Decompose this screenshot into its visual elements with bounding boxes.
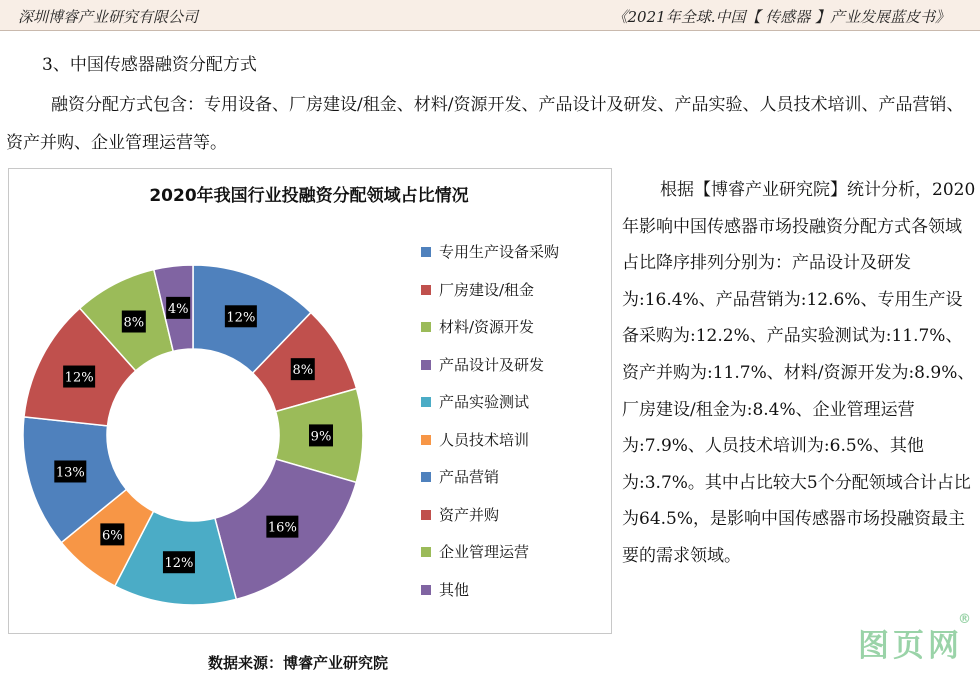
data-label: 9% bbox=[310, 429, 332, 445]
data-label: 4% bbox=[167, 301, 189, 317]
legend-item bbox=[421, 391, 559, 429]
analysis-text bbox=[622, 172, 976, 575]
legend-item bbox=[421, 429, 559, 467]
legend-item bbox=[421, 354, 559, 392]
section-title: 3、中国传感器融资分配方式 bbox=[42, 55, 257, 75]
legend-label: 其他 bbox=[439, 580, 470, 599]
chart-frame bbox=[8, 168, 612, 634]
legend-label: 产品实验测试 bbox=[439, 393, 530, 411]
chart-legend bbox=[421, 241, 559, 616]
data-label: 8% bbox=[292, 363, 314, 379]
legend-item bbox=[421, 241, 559, 279]
legend-label: 产品设计及研发 bbox=[439, 355, 545, 374]
legend-item bbox=[421, 579, 559, 617]
legend-item bbox=[421, 316, 559, 354]
data-label: 6% bbox=[102, 528, 123, 544]
watermark-text: 图页网 bbox=[858, 628, 963, 664]
data-label: 12% bbox=[64, 370, 94, 386]
legend-item bbox=[421, 279, 559, 317]
page-header bbox=[0, 0, 980, 31]
legend-label: 专用生产设备采购 bbox=[439, 243, 560, 261]
legend-swatch bbox=[421, 510, 431, 520]
legend-swatch bbox=[421, 322, 431, 332]
legend-swatch bbox=[421, 360, 431, 370]
legend-swatch bbox=[421, 435, 431, 445]
legend-swatch bbox=[421, 547, 431, 557]
data-label: 8% bbox=[123, 315, 145, 331]
legend-label: 厂房建设/租金 bbox=[439, 280, 535, 299]
legend-swatch bbox=[421, 585, 431, 595]
company-name: 深圳博睿产业研究有限公司 bbox=[18, 8, 199, 26]
data-source: 数据来源：博睿产业研究院 bbox=[208, 654, 389, 672]
legend-label: 产品营销 bbox=[439, 468, 500, 486]
legend-item bbox=[421, 541, 559, 579]
legend-label: 资产并购 bbox=[439, 505, 500, 524]
legend-swatch bbox=[421, 285, 431, 295]
chart-title: 2020年我国行业投融资分配领域占比情况 bbox=[149, 186, 469, 206]
intro-paragraph: 融资分配方式包含：专用设备、厂房建设/租金、材料/资源开发、产品设计及研发、产品实验、人员技术培训、产品营销、资产并购、企业管理运营等。 bbox=[6, 95, 964, 153]
legend-swatch bbox=[421, 397, 431, 407]
legend-label: 材料/资源开发 bbox=[439, 318, 535, 336]
data-label: 13% bbox=[55, 465, 85, 481]
legend-label: 企业管理运营 bbox=[439, 543, 530, 561]
legend-swatch bbox=[421, 247, 431, 257]
registered-mark: ® bbox=[958, 612, 971, 627]
legend-label: 人员技术培训 bbox=[439, 430, 530, 449]
legend-swatch bbox=[421, 472, 431, 482]
data-label: 12% bbox=[164, 556, 194, 572]
report-title: 《2021年全球.中国【 传感器 】产业发展蓝皮书》 bbox=[612, 8, 950, 26]
data-label: 12% bbox=[226, 310, 256, 326]
legend-item bbox=[421, 466, 559, 504]
analysis-paragraph: 根据【博睿产业研究院】统计分析，2020年影响中国传感器市场投融资分配方式各领域占比降序排列分别为：产品设计及研发为:16.4%、产品营销为:12.6%、专用生产设备采购为:12.2%、产品实验测试为:11.7%、资产并购为:11.7%、材料/资源开发为:8.9%、厂房建设/租金为:8.4%、企业管理运营为:7.9%、人员技术培训为:6.5%、其他为:3.7%。其中占比较大5个分配领域合计占比为64.5%，是影响中国传感器市场投融资最主要的需求领域。 bbox=[622, 180, 976, 566]
watermark-logo bbox=[858, 612, 971, 665]
legend-item bbox=[421, 504, 559, 542]
data-label: 16% bbox=[267, 520, 297, 536]
